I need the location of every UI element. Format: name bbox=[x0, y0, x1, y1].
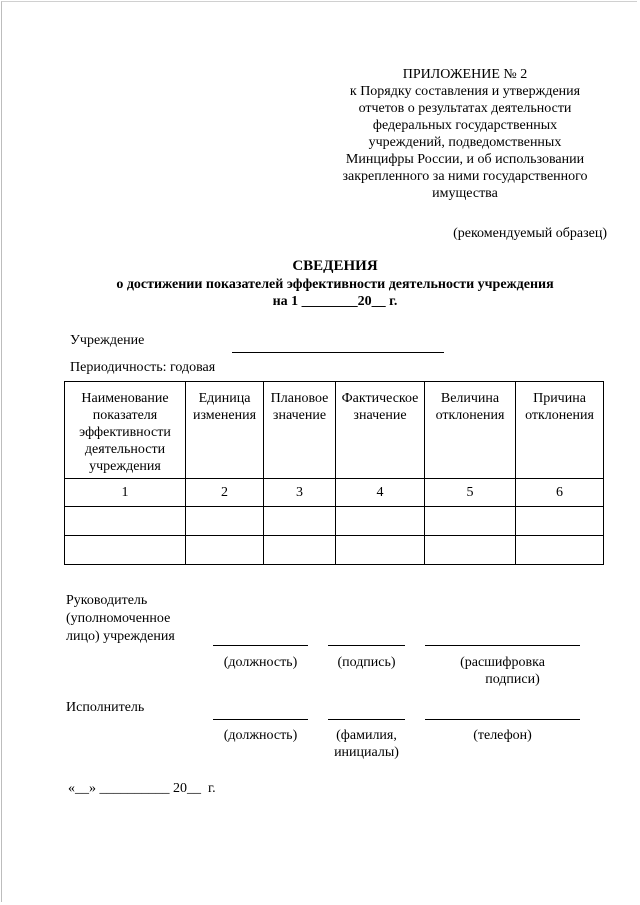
column-number: 5 bbox=[425, 479, 516, 507]
table-cell[interactable] bbox=[516, 536, 604, 565]
phone-caption: (телефон) bbox=[473, 728, 532, 743]
column-number: 6 bbox=[516, 479, 604, 507]
executor-phone-field[interactable] bbox=[425, 719, 580, 720]
table-cell[interactable] bbox=[264, 507, 336, 536]
table-cell[interactable] bbox=[264, 536, 336, 565]
appendix-line: Минцифры России, и об использовании bbox=[345, 152, 585, 167]
decoding-caption bbox=[425, 654, 580, 688]
sample-note: (рекомендуемый образец) bbox=[453, 226, 607, 241]
table-cell[interactable] bbox=[336, 536, 425, 565]
appendix-line: имущества bbox=[432, 186, 498, 201]
institution-label: Учреждение bbox=[70, 333, 145, 348]
table-cell[interactable] bbox=[336, 507, 425, 536]
table-cell[interactable] bbox=[65, 507, 186, 536]
document-title bbox=[40, 258, 630, 310]
position-caption-2: (должность) bbox=[223, 728, 298, 743]
appendix-header bbox=[335, 66, 595, 202]
head-position-field[interactable] bbox=[213, 645, 308, 646]
table-header-row bbox=[65, 382, 604, 479]
surname-caption bbox=[322, 727, 411, 761]
title-subheading: о достижении показателей эффективности деятельности учреждения bbox=[116, 277, 554, 292]
column-number: 1 bbox=[65, 479, 186, 507]
appendix-line: к Порядку составления и утверждения bbox=[349, 84, 581, 99]
head-label bbox=[66, 592, 175, 646]
title-heading: СВЕДЕНИЯ bbox=[292, 258, 378, 274]
appendix-number: ПРИЛОЖЕНИЕ № 2 bbox=[402, 67, 528, 82]
decoding-caption-line: подписи) bbox=[485, 672, 540, 687]
column-number: 4 bbox=[336, 479, 425, 507]
column-number: 3 bbox=[264, 479, 336, 507]
table-row bbox=[65, 507, 604, 536]
table-row bbox=[65, 536, 604, 565]
surname-caption-line: (фамилия, bbox=[336, 728, 397, 743]
executor-position-field[interactable] bbox=[213, 719, 308, 720]
appendix-line: федеральных государственных bbox=[372, 118, 558, 133]
date-footer: «__» __________ 20__ г. bbox=[68, 781, 216, 796]
header-deviation: Величина отклонения bbox=[425, 382, 516, 479]
head-label-line: лицо) учреждения bbox=[66, 629, 175, 644]
head-label-line: Руководитель bbox=[66, 593, 148, 608]
executor-name-field[interactable] bbox=[328, 719, 405, 720]
header-planned-value: Плановое значение bbox=[264, 382, 336, 479]
institution-field[interactable] bbox=[232, 352, 444, 353]
decoding-caption-line: (расшифровка bbox=[460, 655, 545, 670]
head-signature-field[interactable] bbox=[328, 645, 405, 646]
executor-label: Исполнитель bbox=[66, 700, 145, 715]
header-actual-value: Фактическое значение bbox=[336, 382, 425, 479]
periodicity-label: Периодичность: годовая bbox=[70, 360, 216, 375]
indicators-table bbox=[64, 381, 604, 565]
header-indicator-name: Наименование показателя эффективности деятельности учреждения bbox=[65, 382, 186, 479]
table-cell[interactable] bbox=[65, 536, 186, 565]
head-label-line: (уполномоченное bbox=[66, 611, 171, 626]
position-caption: (должность) bbox=[223, 655, 298, 670]
table-number-row bbox=[65, 479, 604, 507]
table-cell[interactable] bbox=[186, 536, 264, 565]
appendix-line: учреждений, подведомственных bbox=[368, 135, 562, 150]
table-cell[interactable] bbox=[516, 507, 604, 536]
header-deviation-reason: Причина отклонения bbox=[516, 382, 604, 479]
column-number: 2 bbox=[186, 479, 264, 507]
signature-caption: (подпись) bbox=[337, 655, 396, 670]
table-cell[interactable] bbox=[425, 507, 516, 536]
surname-caption-line: инициалы) bbox=[334, 745, 399, 760]
appendix-line: отчетов о результатах деятельности bbox=[358, 101, 572, 116]
table-cell[interactable] bbox=[186, 507, 264, 536]
head-decoding-field[interactable] bbox=[425, 645, 580, 646]
title-date-line: на 1 ________20__ г. bbox=[272, 294, 398, 309]
table-cell[interactable] bbox=[425, 536, 516, 565]
header-unit: Единица изменения bbox=[186, 382, 264, 479]
appendix-line: закрепленного за ними государственного bbox=[342, 169, 588, 184]
